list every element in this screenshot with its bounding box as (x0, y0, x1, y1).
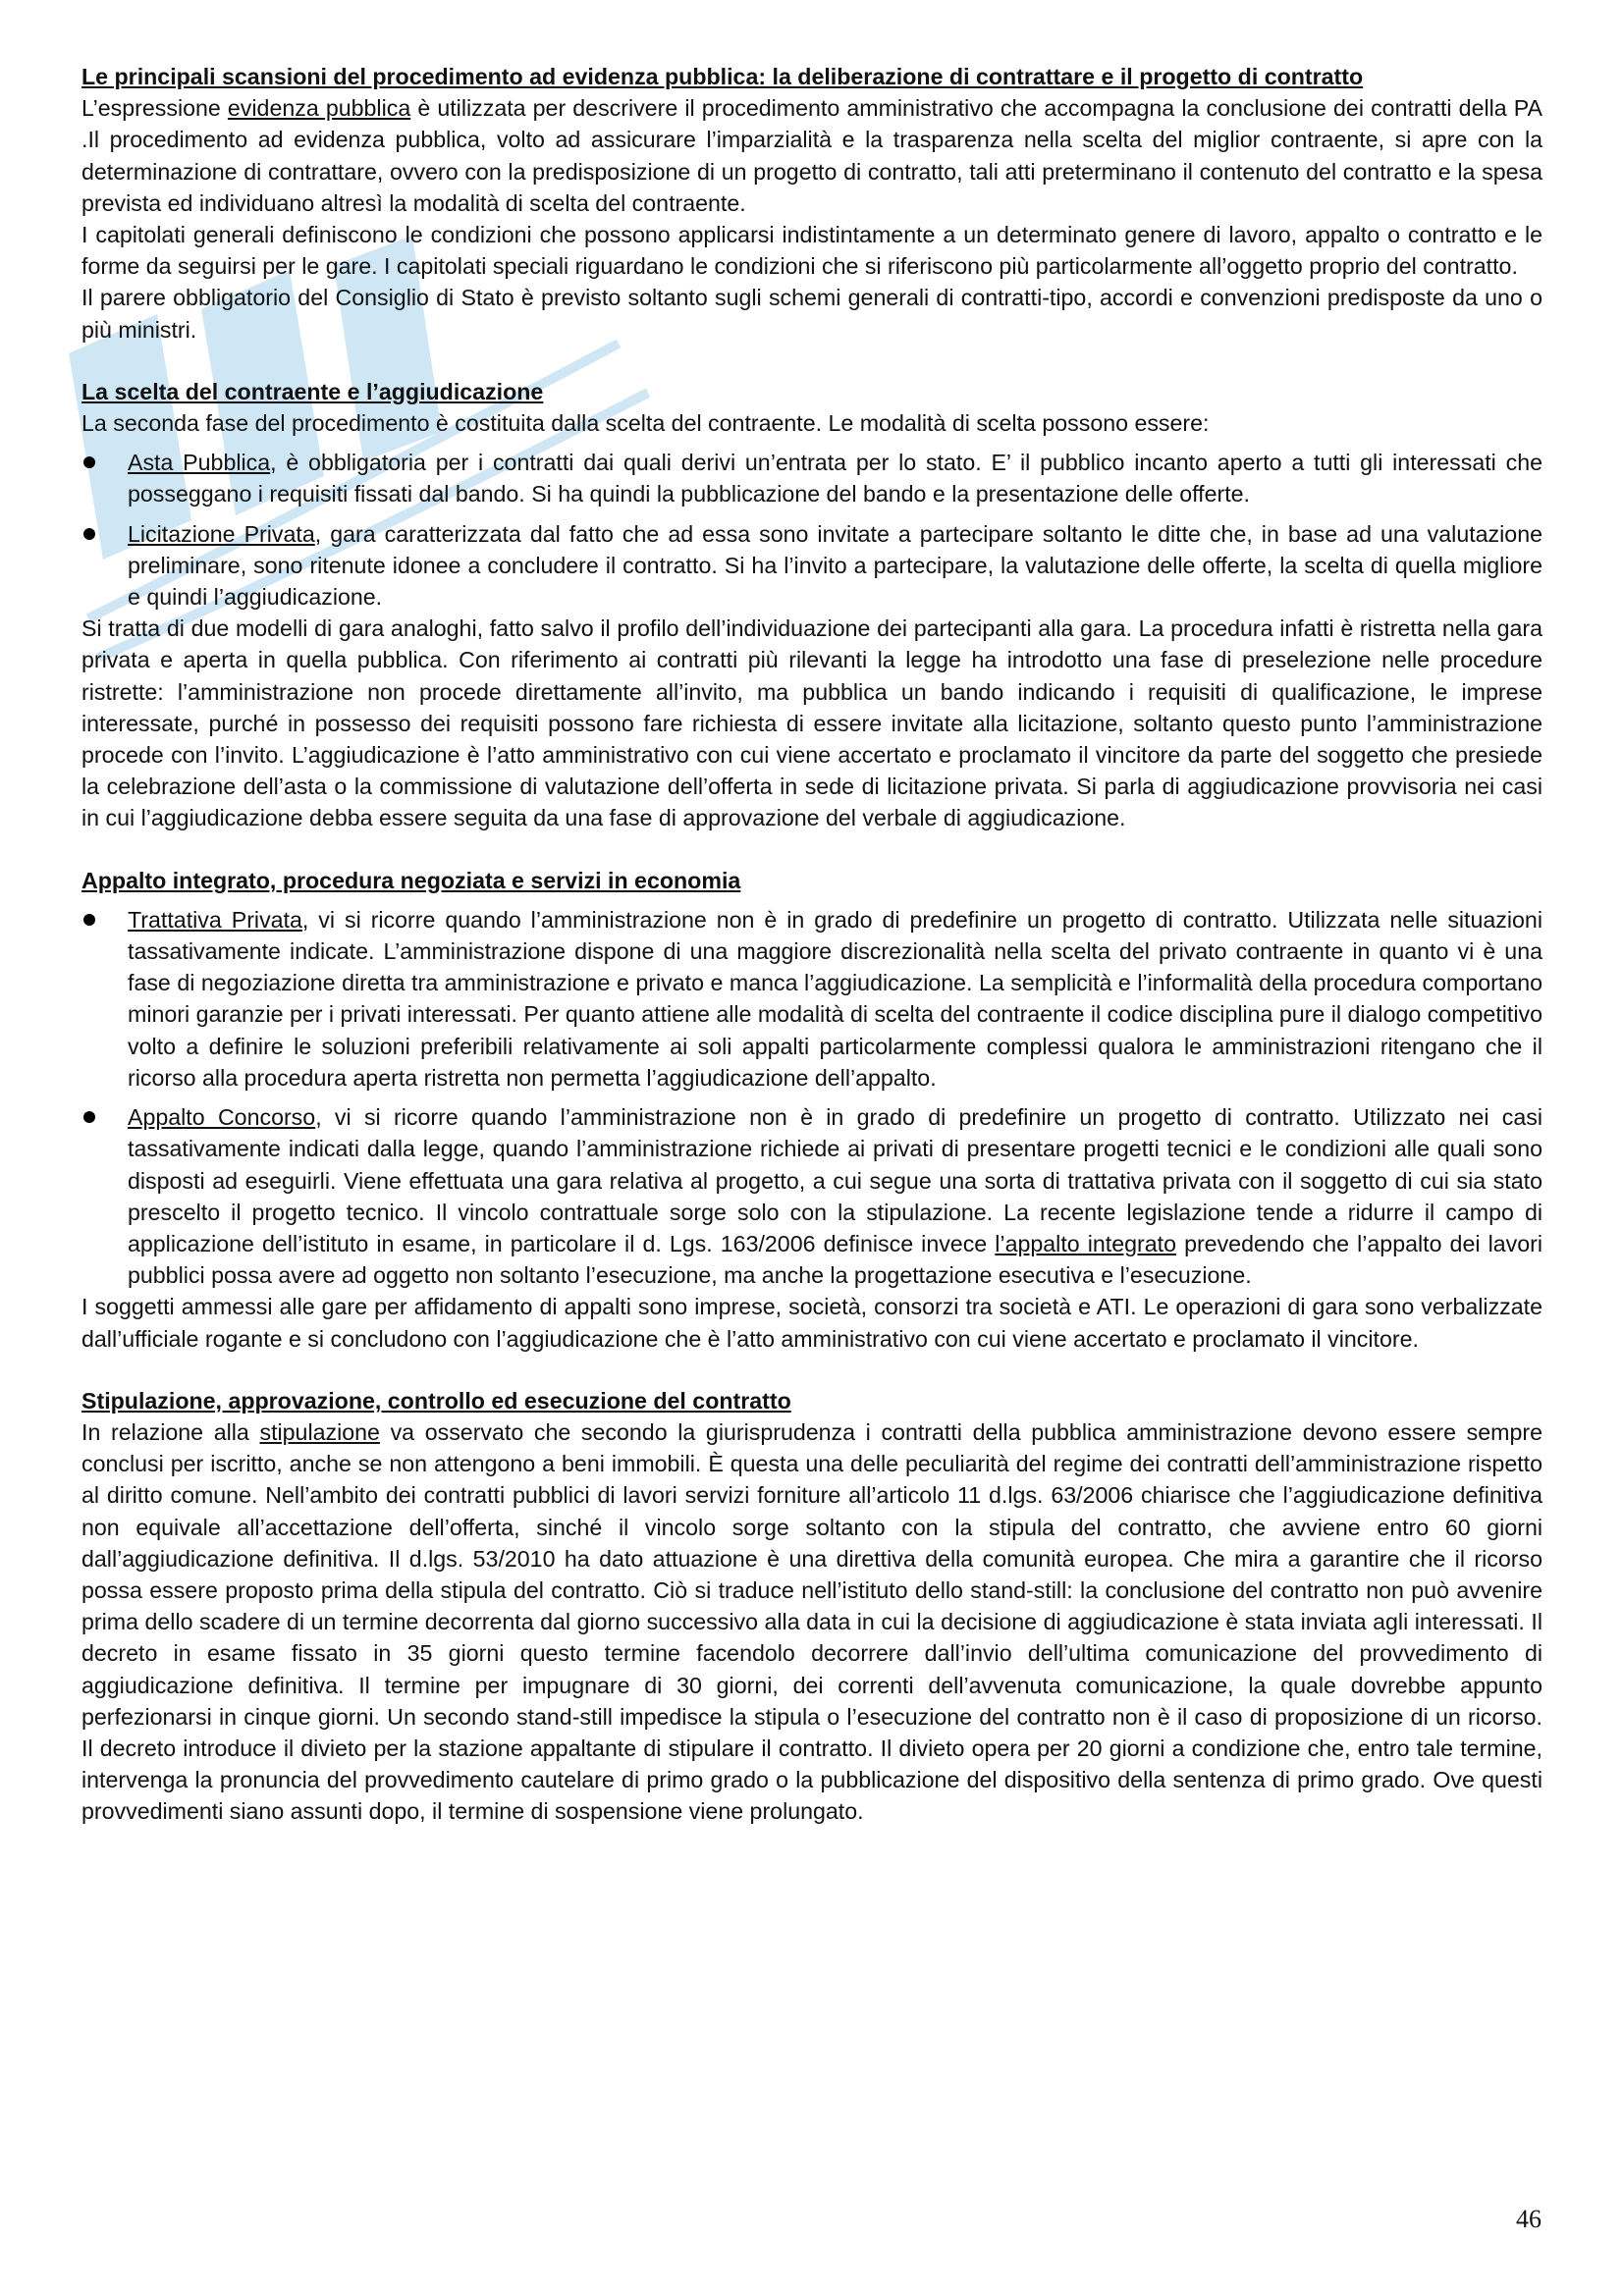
list-item-text: , vi si ricorre quando l’amministrazione non è in grado di predefinire un progetto di contratto. Utilizzato nei casi tassativamente indicati dalla legge, quando l’amministrazione richiede ai privati di presentare progetti tecnici e le condizioni alle quali sono disposti ad eseguirli. Viene effettuata una gara relativa al progetto, a cui segue una sorta di trattativa privata con il soggetto di cui sia stato prescelto il progetto tecnico. Il vincolo contrattuale sorge solo con la stipulazione. La recente legislazione tende a ridurre il campo di applicazione dell’istituto in esame, in particolare il d. Lgs. 163/2006 definisce invece (128, 1104, 1542, 1256)
bullet-list (81, 447, 1542, 613)
underlined-term: Trattativa Privata (128, 906, 302, 933)
bullet-icon (83, 914, 95, 926)
underlined-term: Licitazione Privata (128, 520, 315, 547)
list-item-text: , gara caratterizzata dal fatto che ad essa sono invitate a partecipare soltanto le ditte che, in base ad una valutazione preliminare, sono ritenute idonee a concludere il contratto. Si ha l’invito a partecipare, la valutazione delle offerte, la scelta di quella migliore e quindi l’aggiudicazione. (128, 520, 1542, 611)
section-heading: Le principali scansioni del procedimento ad evidenza pubblica: la deliberazione di contrattare e il progetto di contratto (81, 64, 1364, 89)
bullet-list (81, 904, 1542, 1291)
bullet-icon (83, 1111, 95, 1123)
list-item-text: prevedendo che l’appalto dei lavori pubblici possa avere ad oggetto non soltanto l’esecuzione, ma anche la progettazione esecutiva e l’esecuzione. (128, 1230, 1542, 1289)
section-heading: La scelta del contraente e l’aggiudicazione (81, 378, 544, 404)
underlined-term: evidenza pubblica (227, 95, 411, 122)
paragraph-text: è utilizzata per descrivere il procedimento amministrativo che accompagna la conclusione dei contratti della PA .Il procedimento ad evidenza pubblica, volto ad assicurare l’imparzialità e la trasparenza nella scelta del miglior contraente, si apre con la determinazione di contrattare, ovvero con la predisposizione di un progetto di contratto, tali atti preterminano il contenuto del contratto e la spesa prevista ed individuano altresì la modalità di scelta del contraente. (81, 95, 1542, 216)
list-item (81, 518, 1542, 614)
section-heading: Stipulazione, approvazione, controllo ed esecuzione del contratto (81, 1387, 791, 1414)
section-heading: Appalto integrato, procedura negoziata e servizi in economia (81, 867, 741, 893)
paragraph (81, 92, 1542, 219)
underlined-term: Appalto Concorso (128, 1104, 316, 1131)
paragraph: I soggetti ammessi alle gare per affidamento di appalti sono imprese, società, consorzi tra società e ATI. Le operazioni di gara sono verbalizzate dall’ufficiale rogante e si concludono con l’aggiudicazione che è l’atto amministrativo con cui viene accertato e proclamato il vincitore. (81, 1294, 1542, 1352)
list-item (81, 447, 1542, 509)
paragraph: Il parere obbligatorio del Consiglio di Stato è previsto soltanto sugli schemi generali di contratti-tipo, accordi e convenzioni predisposte da uno o più ministri. (81, 285, 1542, 343)
bullet-icon (83, 456, 95, 468)
underlined-term: stipulazione (259, 1418, 380, 1445)
paragraph-text: L’espressione (81, 95, 228, 122)
paragraph-text: va osservato che secondo la giurisprudenza i contratti della pubblica amministrazione devono essere sempre conclusi per iscritto, anche se non attengono a beni immobili. È questa una delle peculiarità del regime dei contratti dell’amministrazione rispetto al diritto comune. Nell’ambito dei contratti pubblici di lavori servizi forniture all’articolo 11 d.lgs. 63/2006 chiarisce che l’aggiudicazione definitiva non equivale all’accettazione dell’offerta, sinché il vincolo sorge soltanto con la stipula del contratto, che avviene entro 60 giorni dall’aggiudicazione definitiva. Il d.lgs. 53/2010 ha dato attuazione è una direttiva della comunità europea. Che mira a garantire che il ricorso possa essere proposto prima della stipula del contratto. Ciò si traduce nell’istituto dello stand-still: la conclusione del contratto non può avvenire prima dello scadere di un termine decorrenta dal giorno successivo alla data in cui la decisione di aggiudicazione è stata inviata agli interessati. Il decreto in esame fissato in 35 giorni questo termine facendolo decorrere dall’invio dell’ultima comunicazione del provvedimento di aggiudicazione definitiva. Il termine per impugnare di 30 giorni, dei correnti dell’avvenuta comunicazione, la quale dovrebbe appunto perfezionarsi in cinque giorni. Un secondo stand-still impedisce la stipula o l’esecuzione del contratto non è il caso di proposizione di un ricorso. Il decreto introduce il divieto per la stazione appaltante di stipulare il contratto. Il divieto opera per 20 giorni a condizione che, entro tale termine, intervenga la pronuncia del provvedimento cautelare di primo grado o la pubblicazione del dispositivo della sentenza di primo grado. Ove questi provvedimenti siano assunti dopo, il termine di sospensione viene prolungato. (81, 1418, 1542, 1825)
list-item (81, 1101, 1542, 1291)
document-body (81, 61, 1542, 1828)
page-number: 46 (1516, 2205, 1542, 2233)
bullet-icon (83, 528, 95, 540)
list-item-text: , è obbligatoria per i contratti dai quali derivi un’entrata per lo stato. E’ il pubblico incanto aperto a tutti gli interessati che posseggano i requisiti fissati dal bando. Si ha quindi la pubblicazione del bando e la presentazione delle offerte. (128, 450, 1542, 507)
list-item-text: , vi si ricorre quando l’amministrazione non è in grado di predefinire un progetto di contratto. Utilizzata nelle situazioni tassativamente indicate. L’amministrazione dispone di una maggiore discrezionalità nella scelta del privato contraente in quanto vi è una fase di negoziazione diretta tra amministrazione e privato e manca l’aggiudicazione. La semplicità e l’informalità della procedura comportano minori garanzie per i privati interessati. Per quanto attiene alle modalità di scelta del contraente il codice disciplina pure il dialogo competitivo volto a definire le soluzioni preferibili relativamente ai soli appalti particolarmente complessi qualora le amministrazioni ritengano che il ricorso alla procedura aperta ristretta non permetta l’aggiudicazione dell’appalto. (128, 906, 1542, 1091)
paragraph-text: In relazione alla (81, 1418, 260, 1445)
underlined-term: Asta Pubblica (128, 450, 271, 476)
list-item (81, 904, 1542, 1094)
paragraph: I capitolati generali definiscono le condizioni che possono applicarsi indistintamente a un determinato genere di lavoro, appalto o contratto e le forme da seguirsi per le gare. I capitolati speciali riguardano le condizioni che si riferiscono più particolarmente all’oggetto proprio del contratto. (81, 222, 1542, 280)
paragraph: La seconda fase del procedimento è costituita dalla scelta del contraente. Le modalità di scelta possono essere: (81, 410, 1210, 437)
paragraph (81, 1416, 1542, 1828)
underlined-term: l’appalto integrato (995, 1230, 1176, 1256)
paragraph: Si tratta di due modelli di gara analoghi, fatto salvo il profilo dell’individuazione dei partecipanti alla gara. La procedura infatti è ristretta nella gara privata e aperta in quella pubblica. Con riferimento ai contratti più rilevanti la legge ha introdotto una fase di preselezione nelle procedure ristrette: l’amministrazione non procede direttamente all’invito, ma pubblica un bando indicando i requisiti di qualificazione, le imprese interessate, purché in possesso dei requisiti possono fare richiesta di essere invitate alla licitazione, soltanto questo punto l’amministrazione procede con l’invito. L’aggiudicazione è l’atto amministrativo con cui viene accertato e proclamato il vincitore da parte del soggetto che presiede la celebrazione dell’asta o la commissione di valutazione dell’offerta in sede di licitazione privata. Si parla di aggiudicazione provvisoria nei casi in cui l’aggiudicazione debba essere seguita da una fase di approvazione del verbale di aggiudicazione. (81, 615, 1542, 831)
